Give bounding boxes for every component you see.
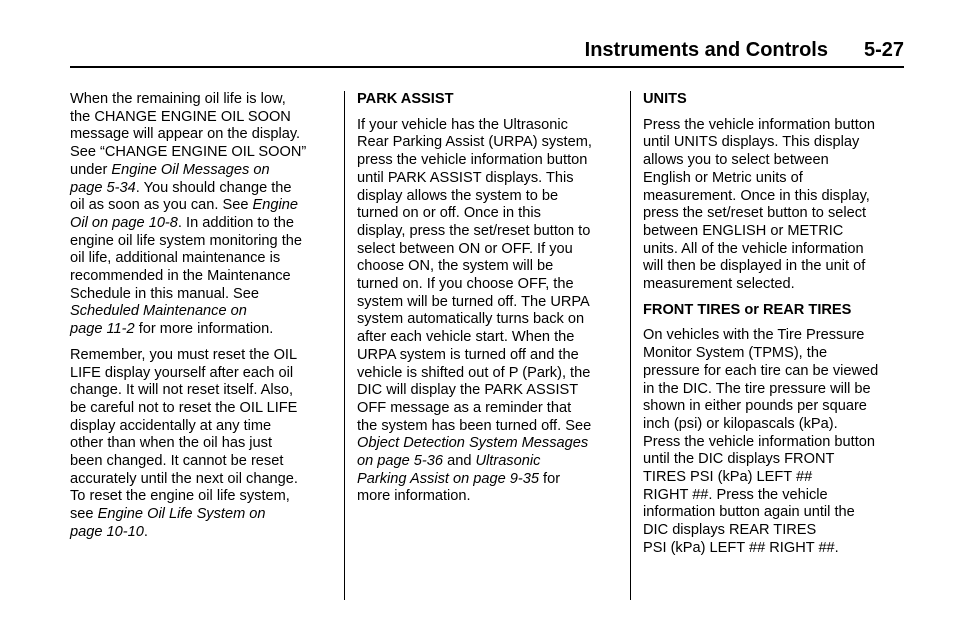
column-1 bbox=[70, 91, 335, 550]
ref-scheduled-maintenance[interactable]: Scheduled Maintenance on bbox=[70, 303, 247, 320]
ref-ultrasonic[interactable]: Ultrasonic bbox=[475, 453, 541, 470]
tires-heading: FRONT TIRES or REAR TIRES bbox=[643, 301, 852, 318]
section-title: Instruments and Controls bbox=[584, 39, 828, 61]
column-divider-1 bbox=[344, 91, 345, 600]
park-assist-heading: PARK ASSIST bbox=[357, 91, 454, 107]
page-number: 5-27 bbox=[863, 39, 904, 61]
column-2 bbox=[357, 91, 622, 514]
column-3 bbox=[643, 91, 908, 566]
page-header bbox=[70, 36, 904, 68]
units-heading: UNITS bbox=[643, 91, 687, 107]
units-paragraph: Press the vehicle information button until UNITS displays. This display allows you to select between English or Metric units of measurement. Once in this display, press the set/reset button to select between ENGLISH or METRIC units. All of the vehicle information will then be displayed in the unit of measurement selected. bbox=[643, 116, 876, 293]
reset-reminder-paragraph: Remember, you must reset the OIL LIFE display yourself after each oil change. It will not reset itself. Also, be careful not to reset the OIL LIFE display accidentally at any time other than when the oil has just been changed. It cannot be reset accurately until the next oil change. To reset the engine oil life system, see Engine Oil Life System on page 10-10. bbox=[70, 346, 298, 540]
ref-engine-oil-messages-page[interactable]: page 5-34 bbox=[70, 179, 136, 196]
ref-ultrasonic-page[interactable]: Parking Assist on page 9-35 bbox=[357, 470, 539, 487]
ref-object-detection[interactable]: Object Detection System Messages bbox=[357, 435, 589, 452]
ref-engine-oil-messages[interactable]: Engine Oil Messages on bbox=[111, 161, 270, 178]
park-assist-paragraph: If your vehicle has the Ultrasonic Rear Parking Assist (URPA) system, press the vehicle information button until PARK ASSIST displays. This display allows the system to be turned on or off. Once in this display, press the set/reset button to select between ON or OFF. If you choose ON, the system will be turned on. If you choose OFF, the system will be turned off. The URPA system automatically turns back on after each vehicle start. When the URPA system is turned off and the vehicle is shifted out of P (Park), the DIC will display the PARK ASSIST OFF message as a reminder that the system has been turned off. See Object Detection System Messages on page 5-36 and Ultrasonic Parking Assist on page 9-35 for more information. bbox=[357, 116, 592, 505]
ref-object-detection-page[interactable]: on page 5-36 bbox=[357, 453, 444, 470]
ref-scheduled-maintenance-page[interactable]: page 11-2 bbox=[70, 321, 135, 338]
oil-life-paragraph: When the remaining oil life is low, the CHANGE ENGINE OIL SOON message will appear on the display. See “CHANGE ENGINE OIL SOON” under Engine Oil Messages on page 5-34. You should change the oil as soon as you can. See Engine Oil on page 10-8. In addition to the engine oil life system monitoring the oil life, additional maintenance is recommended in the Maintenance Schedule in this manual. See Scheduled Maintenance on page 11-2 for more information. bbox=[70, 91, 307, 338]
column-divider-2 bbox=[630, 91, 631, 600]
ref-engine-oil[interactable]: Engine bbox=[252, 197, 298, 214]
tires-paragraph: On vehicles with the Tire Pressure Monitor System (TPMS), the pressure for each tire can be viewed in the DIC. The tire pressure will be shown in either pounds per square inch (psi) or kilopascals (kPa). Press the vehicle information button until the DIC displays FRONT TIRES PSI (kPa) LEFT ## RIGHT ##. Press the vehicle information button again until the DIC displays REAR TIRES PSI (kPa) LEFT ## RIGHT ##. bbox=[643, 327, 879, 556]
ref-engine-oil-page[interactable]: Oil on page 10-8 bbox=[70, 214, 178, 231]
ref-engine-oil-life-system[interactable]: Engine Oil Life System on bbox=[97, 506, 266, 523]
ref-engine-oil-life-system-page[interactable]: page 10-10 bbox=[70, 523, 144, 540]
